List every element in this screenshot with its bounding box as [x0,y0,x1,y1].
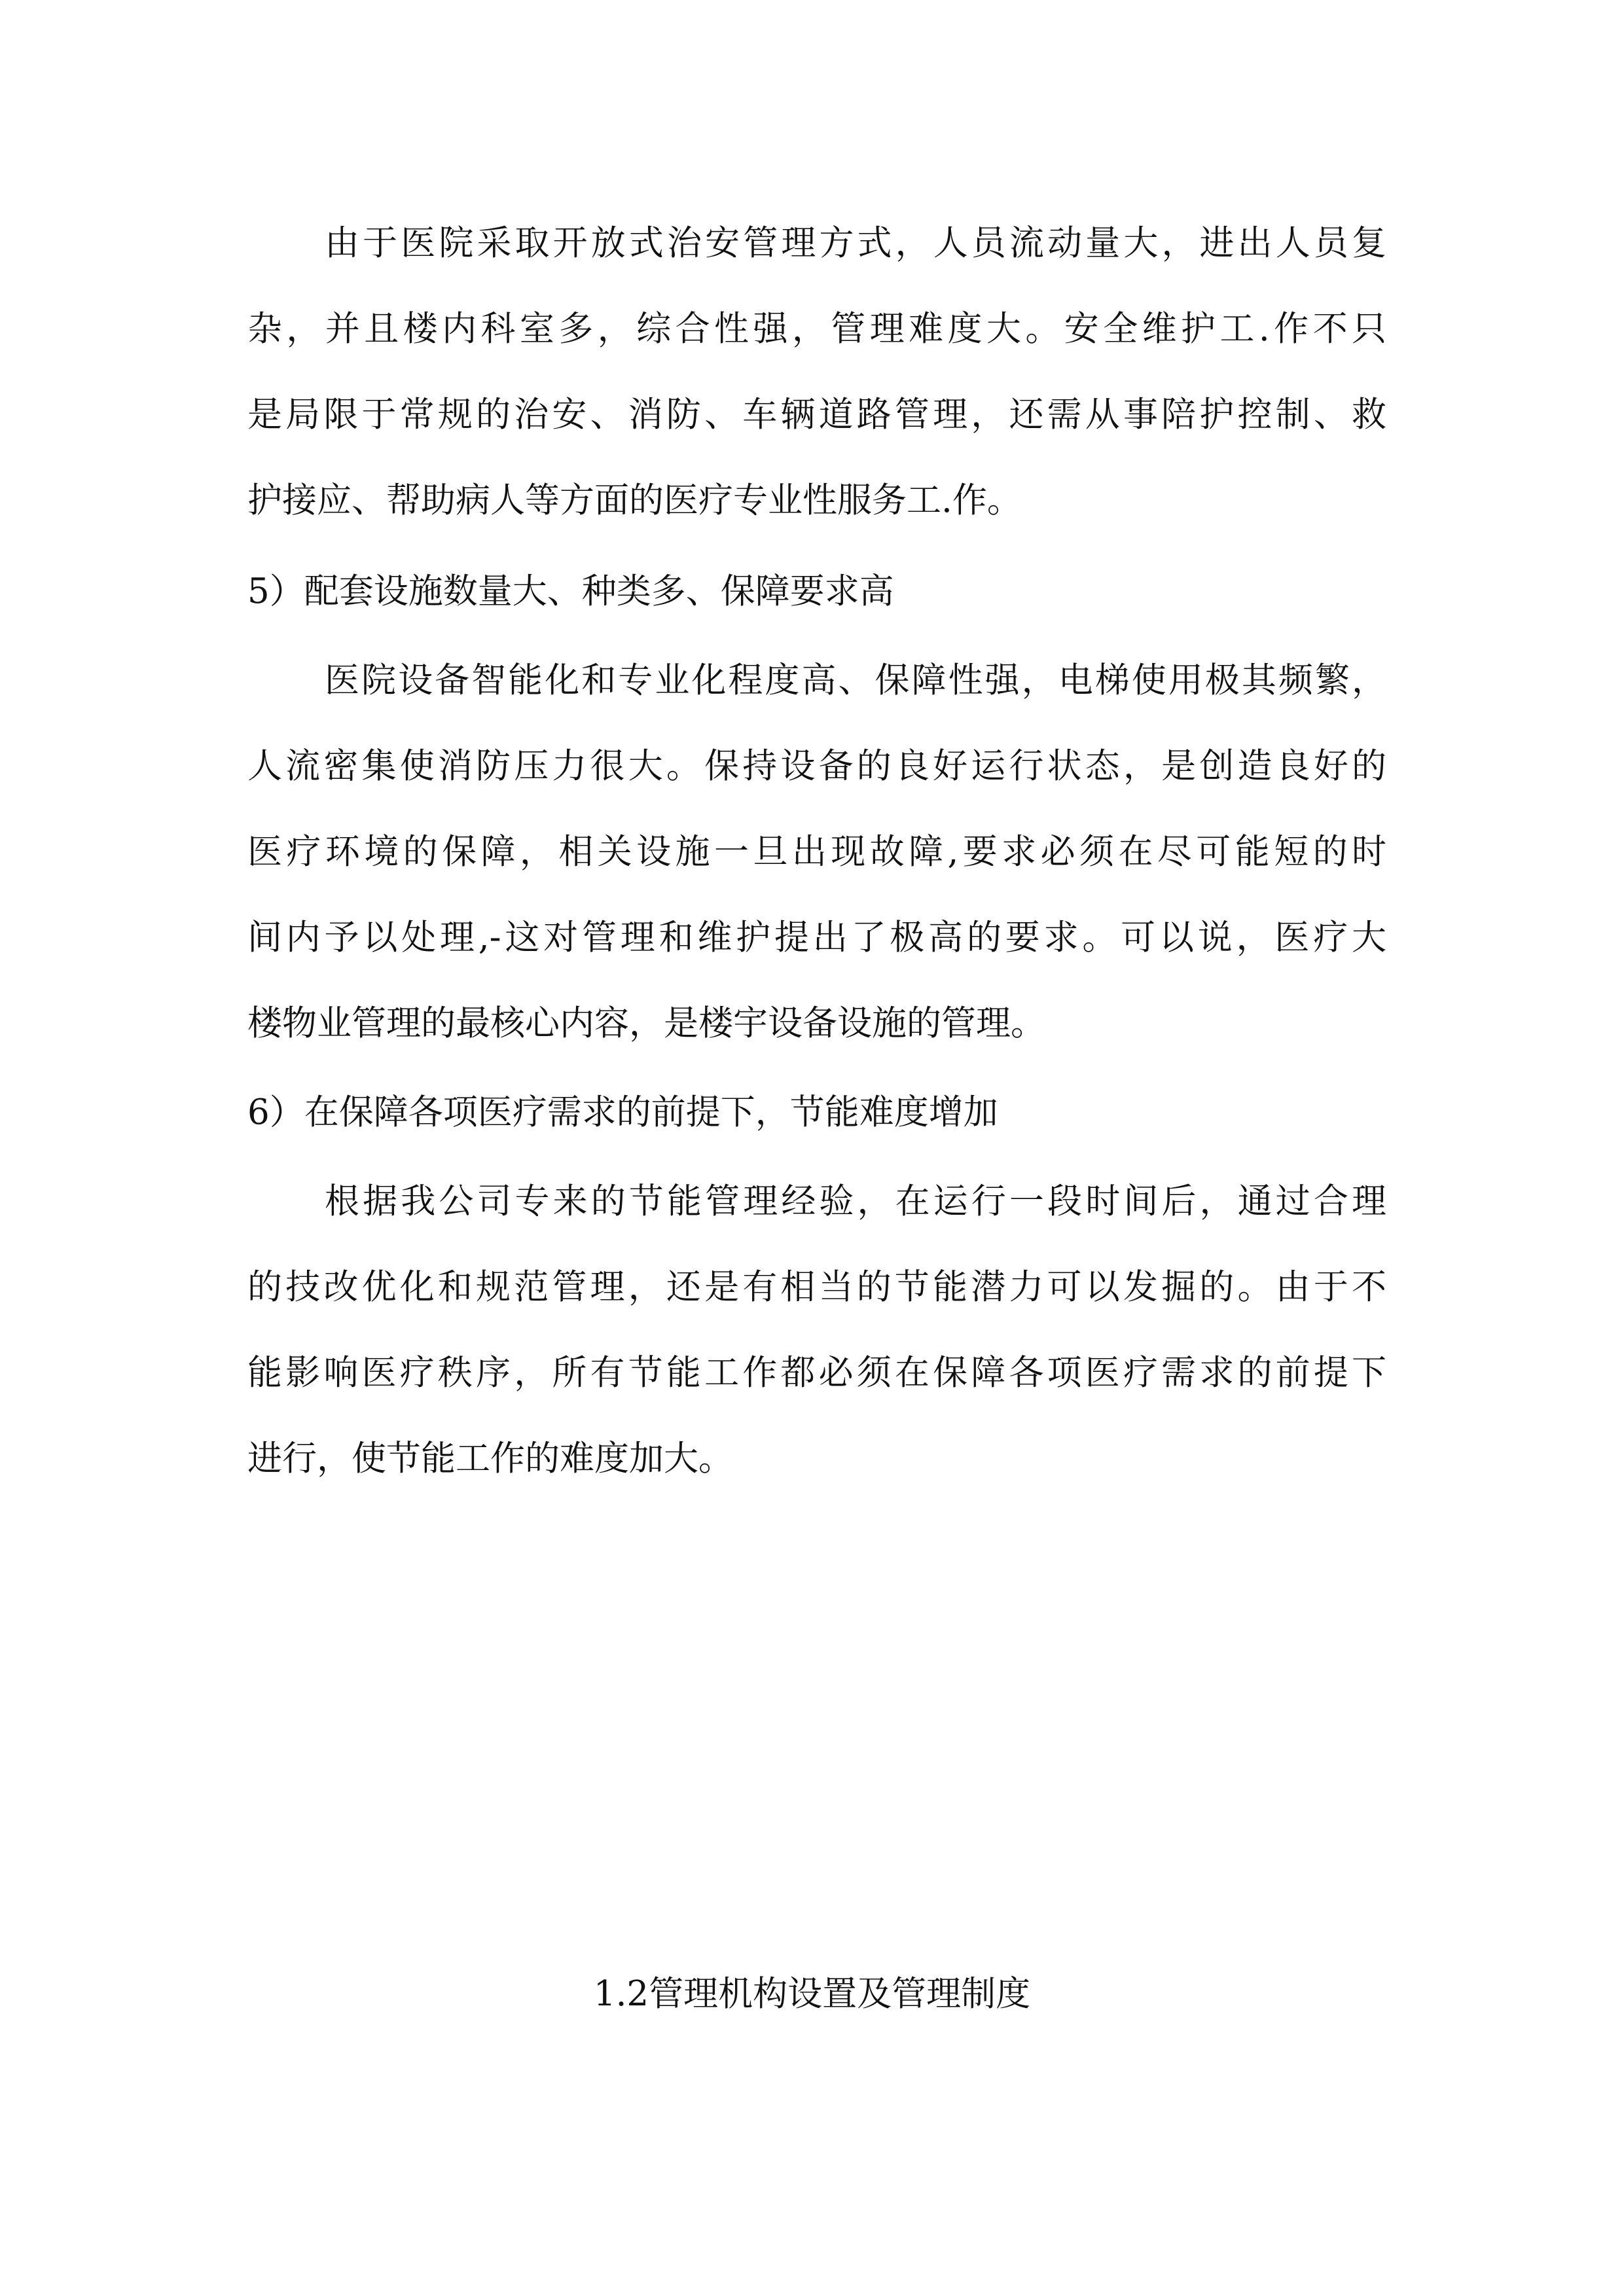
paragraph-1-line-4: 护接应、帮助病人等方面的医疗专业性服务工.作。 [247,480,1022,520]
paragraph-2-line-1: 医院设备智能化和专业化程度高、保障性强，电梯使用极其频繁， [325,660,1386,700]
paragraph-2-line-4: 间内予以处理,-这对管理和维护提出了极高的要求。可以说，医疗大 [247,918,1386,958]
heading-5: 5）配套设施数量大、种类多、保障要求高 [247,571,894,611]
paragraph-3-line-4: 进行，使节能工作的难度加大。 [247,1439,733,1479]
paragraph-1-line-3: 是局限于常规的治安、消防、车辆道路管理，还需从事陪护控制、救 [247,395,1386,435]
paragraph-3-line-1: 根据我公司专来的节能管理经验，在运行一段时间后，通过合理 [325,1181,1386,1221]
paragraph-1-line-1: 由于医院采取开放式治安管理方式，人员流动量大，进出人员复 [325,223,1386,263]
section-title: 1.2管理机构设置及管理制度 [593,1974,1031,2014]
paragraph-3-line-2: 的技改优化和规范管理，还是有相当的节能潜力可以发掘的。由于不 [247,1267,1386,1307]
paragraph-2-line-2: 人流密集使消防压力很大。保持设备的良好运行状态，是创造良好的 [247,746,1386,786]
paragraph-1-line-2: 杂，并且楼内科室多，综合性强，管理难度大。安全维护工.作不只 [247,309,1386,349]
paragraph-2-line-3: 医疗环境的保障，相关设施一旦出现故障,要求必须在尽可能短的时 [247,832,1386,872]
paragraph-3-line-3: 能影响医疗秩序，所有节能工作都必须在保障各项医疗需求的前提下 [247,1353,1386,1393]
heading-6: 6）在保障各项医疗需求的前提下，节能难度增加 [247,1092,998,1132]
paragraph-2-line-5: 楼物业管理的最核心内容，是楼宇设备设施的管理。 [247,1003,1045,1043]
